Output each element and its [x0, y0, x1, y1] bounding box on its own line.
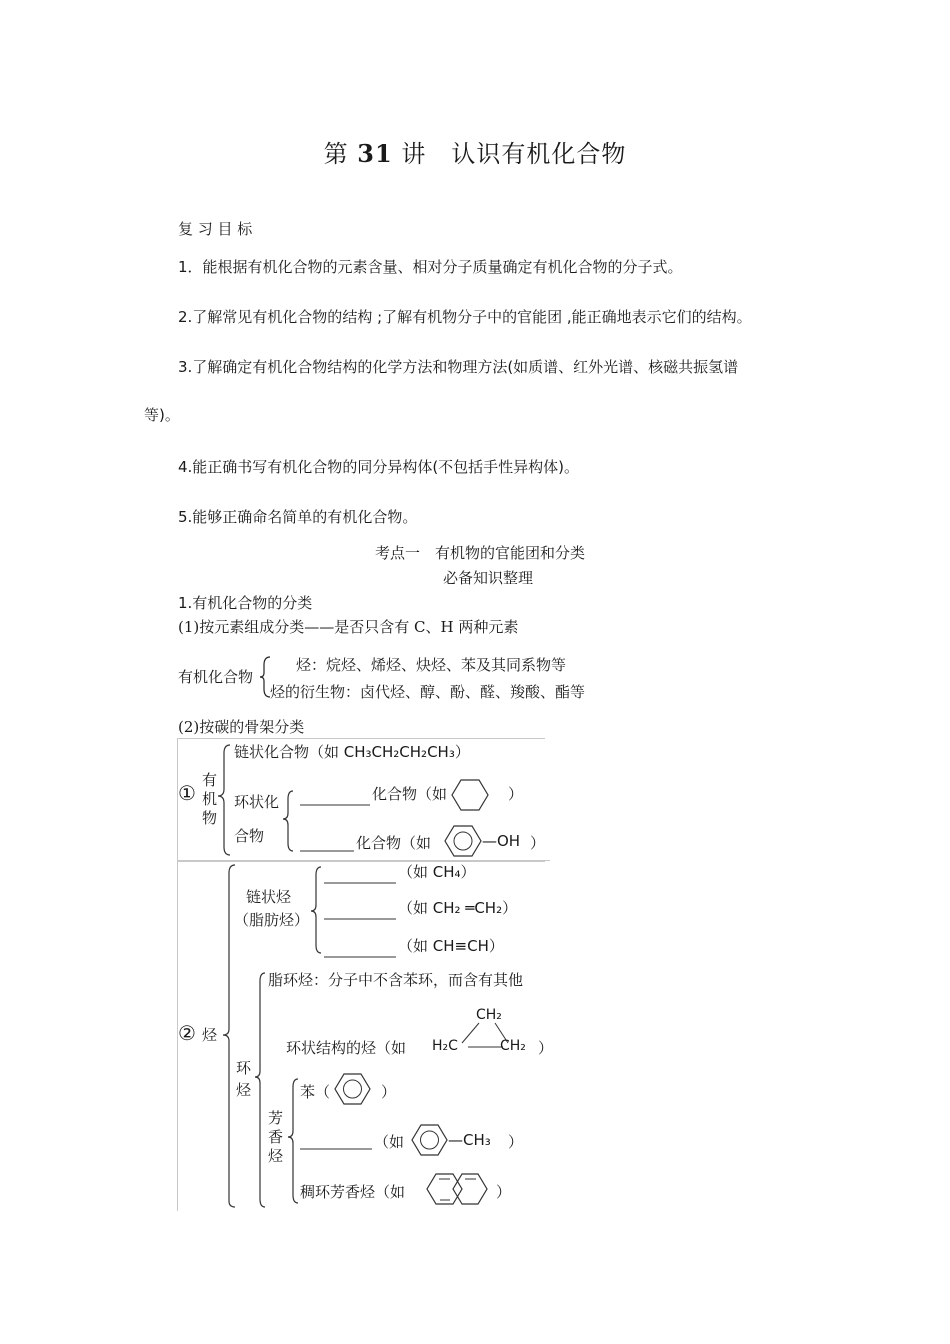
- aromatic-compound-label: 化合物（如: [356, 834, 432, 852]
- diagram-hydrocarbon-classification: [177, 860, 554, 1211]
- goal-item: 1．能根据有机化合物的元素含量、相对分子质量确定有机化合物的分子式。: [178, 258, 683, 276]
- classification-title: 1.有机化合物的分类: [178, 594, 313, 612]
- ring-compound-label-2: 合物: [234, 827, 265, 845]
- alicyclic-definition: 脂环烃：分子中不含苯环，而含有其他: [268, 971, 524, 989]
- section-heading: 考点一 有机物的官能团和分类: [375, 544, 586, 562]
- cyclopropane-ch2-top: CH₂: [476, 1007, 502, 1023]
- derivative-line: 烃的衍生物：卤代烃、醇、酚、醛、羧酸、酯等: [270, 683, 586, 701]
- close-paren: ）: [496, 1183, 512, 1201]
- cyclohexane-icon: [452, 780, 488, 810]
- example-ethyne: （如 CH≡CH）: [398, 937, 504, 955]
- close-paren: ）: [381, 1083, 397, 1101]
- page-title: 第 31 讲 认识有机化合物: [323, 139, 627, 168]
- diagram2-root: 烃: [202, 1026, 218, 1044]
- chain-hydrocarbon-label: 链状烃: [246, 888, 292, 906]
- goal-item: 等)。: [144, 406, 180, 424]
- chain-compound-label: 链状化合物（如 CH₃CH₂CH₂CH₃）: [234, 743, 470, 761]
- cyclopropane-ch2-right: CH₂: [500, 1038, 526, 1054]
- cyclic-hydrocarbon-label: 环 烃: [236, 1059, 252, 1099]
- diagram-organic-classification: [177, 738, 545, 862]
- by-skeleton-line: (2)按碳的骨架分类: [178, 718, 305, 736]
- benzene-label: 苯（: [300, 1083, 331, 1101]
- naphthalene-icon: [427, 1174, 487, 1204]
- benzene-icon: [335, 1074, 370, 1104]
- alicyclic-definition-2: 环状结构的烃（如: [286, 1039, 407, 1057]
- toluene-label: （如: [374, 1133, 405, 1151]
- example-ethene: （如 CH₂ ═CH₂）: [398, 899, 518, 917]
- alicyclic-compound-label: 化合物（如: [372, 785, 448, 803]
- goal-item: 3.了解确定有机化合物结构的化学方法和物理方法(如质谱、红外光谱、核磁共振氢谱: [178, 358, 739, 376]
- close-paren: ）: [508, 785, 524, 803]
- toluene-icon: [412, 1125, 447, 1155]
- diagram1-num: ①: [178, 781, 196, 805]
- hydrocarbon-line: 烃：烷烃、烯烃、炔烃、苯及其同系物等: [296, 656, 567, 674]
- goal-item: 2.了解常见有机化合物的结构 ;了解有机物分子中的官能团 ,能正确地表示它们的结构。: [178, 308, 752, 326]
- cyclopropane-h2c: H₂C: [432, 1038, 458, 1054]
- aliphatic-label: （脂肪烃）: [234, 911, 310, 929]
- close-paren: ）: [530, 834, 546, 852]
- oh-group: —OH: [482, 832, 521, 850]
- goal-item: 5.能够正确命名简单的有机化合物。: [178, 508, 418, 526]
- diagram1-root: 有 机 物: [202, 771, 218, 827]
- example-methane: （如 CH₄）: [398, 863, 476, 881]
- phenol-icon: [445, 826, 481, 856]
- ring-compound-label: 环状化: [234, 793, 280, 811]
- close-paren: ）: [538, 1039, 554, 1057]
- fused-aromatic-label: 稠环芳香烃（如: [300, 1183, 406, 1201]
- class-root: 有机化合物: [178, 668, 254, 686]
- goals-heading: 复 习 目 标: [178, 220, 253, 238]
- goal-item: 4.能正确书写有机化合物的同分异构体(不包括手性异构体)。: [178, 458, 580, 476]
- methyl-group: —CH₃: [448, 1131, 491, 1149]
- diagram2-num: ②: [178, 1021, 196, 1045]
- aromatic-hydrocarbon-label: 芳 香 烃: [268, 1109, 284, 1165]
- close-paren: ）: [508, 1133, 524, 1151]
- section-subheading: 必备知识整理: [443, 569, 534, 587]
- by-element-line: (1)按元素组成分类——是否只含有 C、H 两种元素: [178, 618, 519, 636]
